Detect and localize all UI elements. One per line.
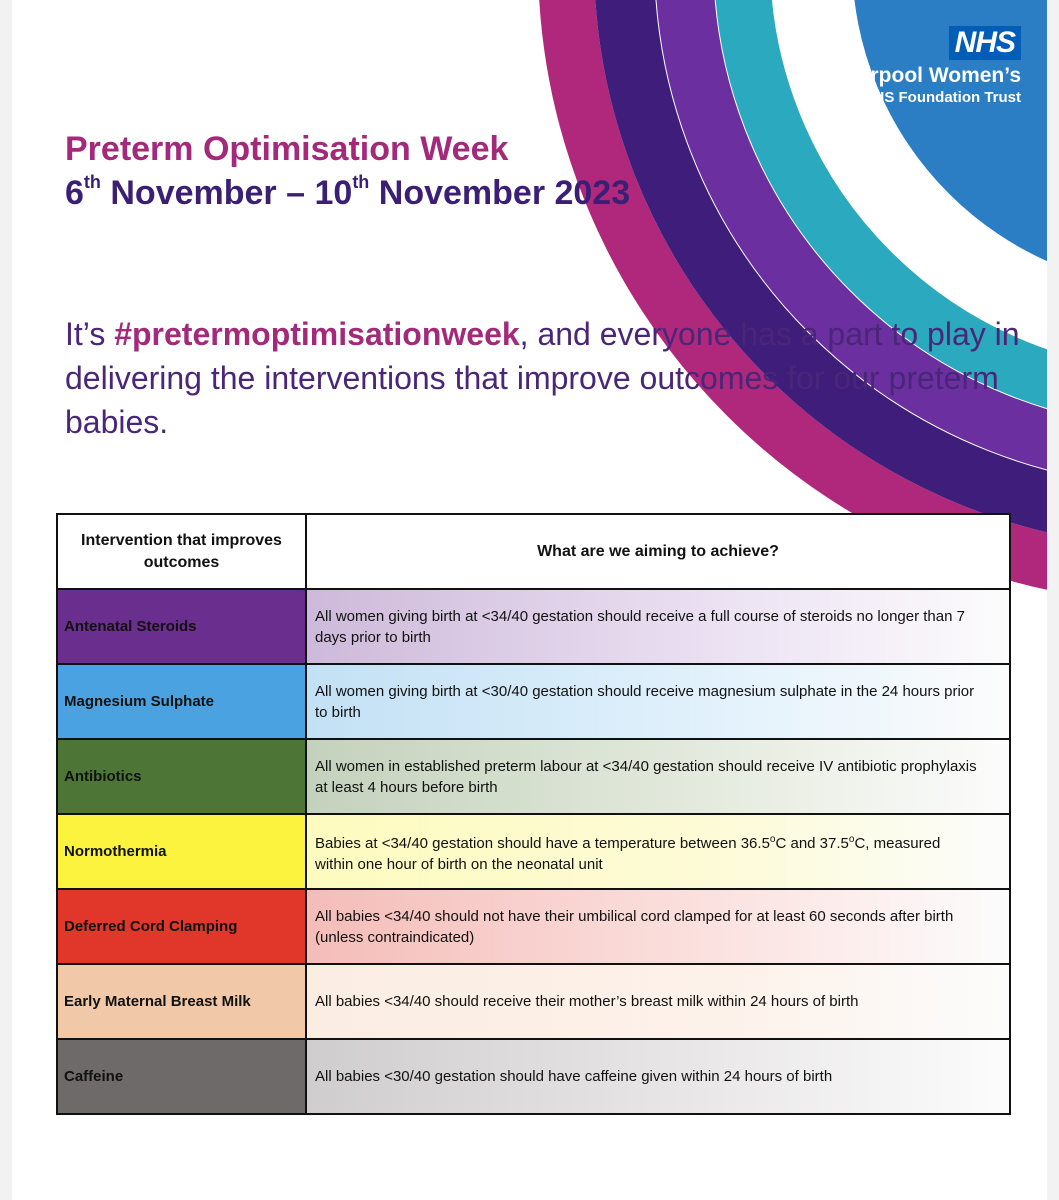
table-row <box>57 964 1010 1039</box>
table-row <box>57 664 1010 739</box>
page-title: Preterm Optimisation Week <box>65 130 509 168</box>
intro-after: , and everyone has a part to play in delivering the interventions that improve outcomes for our preterm babies. <box>65 316 1020 440</box>
event-dates <box>65 174 630 213</box>
table-row <box>57 739 1010 814</box>
table-row <box>57 589 1010 664</box>
intervention-label: Caffeine <box>57 1039 306 1114</box>
degree-symbol: o <box>769 833 776 845</box>
start-suffix: th <box>83 172 101 192</box>
intervention-aim: All women giving birth at <30/40 gestation should receive magnesium sulphate in the 24 hours prior to birth <box>306 664 1010 739</box>
intervention-label: Deferred Cord Clamping <box>57 889 306 964</box>
table-header-row <box>57 514 1010 589</box>
intervention-aim: All women in established preterm labour at <34/40 gestation should receive IV antibiotic prophylaxis at least 4 hours before birth <box>306 739 1010 814</box>
intervention-label: Antenatal Steroids <box>57 589 306 664</box>
trust-subtitle: NHS Foundation Trust <box>862 89 1021 106</box>
intervention-aim: All babies <34/40 should not have their umbilical cord clamped for at least 60 seconds after birth (unless contraindicated) <box>306 889 1010 964</box>
degree-symbol: o <box>848 833 855 845</box>
date-separator: – <box>286 174 306 212</box>
nhs-badge: NHS <box>949 26 1021 60</box>
poster-sheet <box>12 0 1047 1200</box>
interventions-table <box>56 513 1011 1115</box>
end-month-year: November 2023 <box>378 174 631 212</box>
start-month: November <box>110 174 277 212</box>
intervention-label: Early Maternal Breast Milk <box>57 964 306 1039</box>
end-suffix: th <box>352 172 370 192</box>
aim-part: C and 37.5 <box>775 834 849 852</box>
nhs-logo <box>828 26 1021 106</box>
trust-name: Liverpool Women’s <box>828 64 1021 87</box>
table-row <box>57 1039 1010 1114</box>
intervention-aim: All babies <34/40 should receive their mother’s breast milk within 24 hours of birth <box>306 964 1010 1039</box>
header-aim: What are we aiming to achieve? <box>306 514 1010 589</box>
aim-part: Babies at <34/40 gestation should have a temperature between 36.5 <box>315 834 770 852</box>
intervention-aim <box>306 814 1010 889</box>
header-intervention: Intervention that improves outcomes <box>57 514 306 589</box>
intervention-label: Normothermia <box>57 814 306 889</box>
intervention-label: Antibiotics <box>57 739 306 814</box>
start-day: 6 <box>65 174 84 212</box>
table-row <box>57 814 1010 889</box>
intervention-aim: All women giving birth at <34/40 gestation should receive a full course of steroids no longer than 7 days prior to birth <box>306 589 1010 664</box>
intro-text <box>65 312 1025 444</box>
table-row <box>57 889 1010 964</box>
intro-hashtag: #pretermoptimisationweek <box>114 316 520 352</box>
intervention-label: Magnesium Sulphate <box>57 664 306 739</box>
aim-part: C, measured within one hour of birth on the neonatal unit <box>315 834 941 873</box>
intervention-aim: All babies <30/40 gestation should have caffeine given within 24 hours of birth <box>306 1039 1010 1114</box>
end-day: 10 <box>314 174 353 212</box>
intro-before: It’s <box>65 316 115 352</box>
